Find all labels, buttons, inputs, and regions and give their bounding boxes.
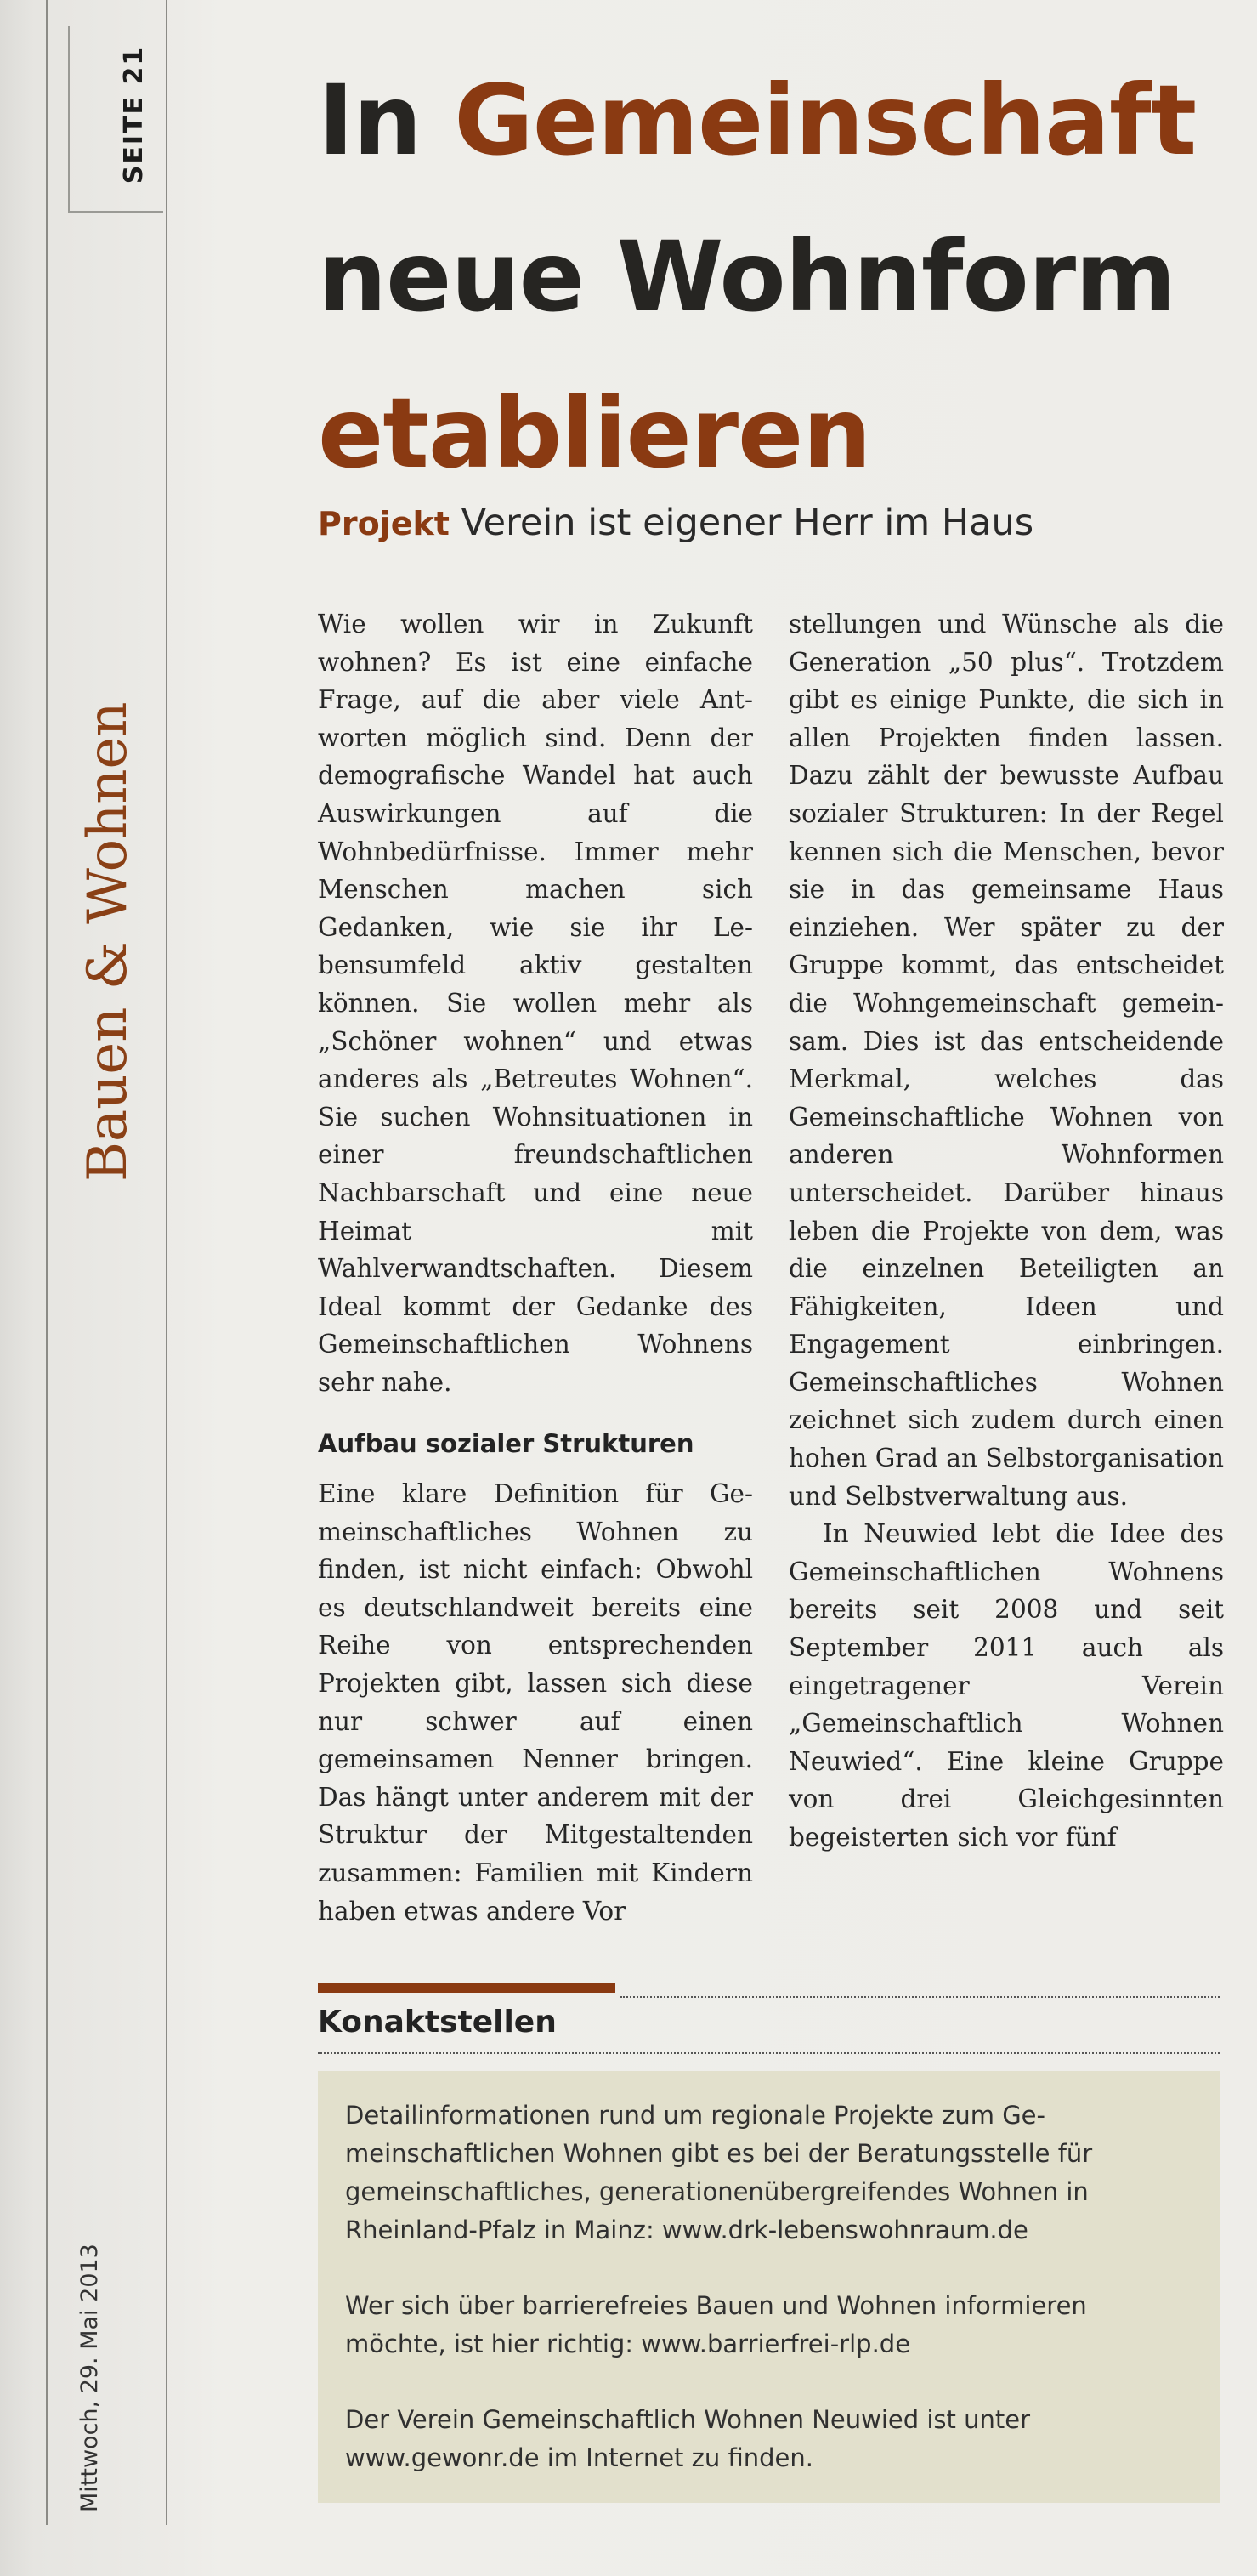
contact-paragraph: Wer sich über barrierefreies Bauen und Wohnen informieren möchte, ist hier richtig: www.barrierfrei-rlp.de (345, 2291, 1087, 2358)
headline-line-2: neue Wohnform (318, 220, 1175, 333)
contact-accent-bar (318, 1983, 615, 1993)
article-paragraph: Eine klare Definition für Gemeinschaftliches Wohnen zu finden, ist nicht einfach: Obwohl es deutschlandweit bereits eine Reihe von entsprechenden Projekten gibt, lassen sich diese nur schwer auf einen gemeinsamen Nenner bringen. Das hängt unter anderem mit der Struktur der Mitgestaltenden zusammen: Familien mit Kindern haben etwas andere Vor (318, 1479, 753, 1926)
contact-paragraph: Der Verein Gemeinschaftlich Wohnen Neuwied ist unter www.gewonr.de im Internet zu finden. (345, 2405, 1031, 2472)
contact-box (318, 2071, 1220, 2503)
issue-date: Mittwoch, 29. Mai 2013 (76, 2244, 103, 2512)
headline (318, 43, 1236, 512)
headline-line-3: etablieren (318, 377, 871, 490)
headline-word-gemeinschaft: Gemeinschaft (454, 64, 1197, 177)
margin-rule-right (166, 0, 167, 2525)
article-column-right (789, 605, 1224, 1857)
section-title: Bauen & Wohnen (76, 701, 139, 1182)
subtitle (318, 502, 1236, 544)
subtitle-text: Verein ist eigener Herr im Haus (461, 502, 1034, 544)
contact-divider-bottom (318, 2052, 1220, 2054)
article-paragraph: In Neuwied lebt die Idee des Gemeinschaftlichen Wohnens bereits seit 2008 und seit September 2011 auch als eingetragener Verein „Gemeinschaftlich Wohnen Neuwied“. Eine kleine Gruppe von drei Gleichgesinnten begeisterten sich vor fünf (789, 1519, 1224, 1852)
article-paragraph: stellungen und Wünsche als die Generation „50 plus“. Trotzdem gibt es einige Punkte, die sich in allen Projekten finden lassen. Dazu zählt der bewusste Aufbau sozialer Strukturen: In der Regel kennen sich die Menschen, bevor sie in das gemeinsame Haus einziehen. Wer später zu der Gruppe kommt, das entscheidet die Wohngemeinschaft gemeinsam. Dies ist das entscheidende Merkmal, welches das Gemeinschaftliche Wohnen von anderen Wohnformen unterscheidet. Darüber hinaus leben die Projekte von dem, was die einzelnen Beteiligten an Fähigkeiten, Ideen und Engagement einbringen. Gemeinschaftliches Wohnen zeichnet sich zudem durch einen hohen Grad an Selbstorganisation und Selbstverwaltung aus. (789, 610, 1224, 1511)
margin-rule-left (46, 0, 48, 2525)
page-number-frame (68, 26, 70, 211)
article-subheading: Aufbau sozialer Strukturen (318, 1429, 694, 1459)
article-column-left (318, 605, 753, 1930)
headline-word-in: In (318, 64, 455, 177)
article-paragraph: Wie wollen wir in Zukunft wohnen? Es ist eine einfache Frage, auf die aber viele Antworten möglich sind. Denn der demografische Wandel hat auch Auswirkungen auf die Wohnbedürfnisse. Immer mehr Menschen machen sich Gedanken, wie sie ihr Lebensumfeld aktiv gestalten können. Sie wollen mehr als „Schöner wohnen“ und etwas anderes als „Betreutes Wohnen“. Sie suchen Wohnsituationen in einer freundschaftlichen Nachbarschaft und eine neue Heimat mit Wahlverwandtschaften. Diesem Ideal kommt der Gedanke des Gemeinschaftlichen Wohnens sehr nahe. (318, 610, 753, 1397)
headline-line-1 (318, 43, 1236, 199)
contact-divider-top (620, 1996, 1220, 1998)
page-number: SEITE 21 (119, 45, 149, 184)
subtitle-kicker: Projekt (318, 505, 450, 542)
contact-paragraph: Detailinformationen rund um regionale Projekte zum Gemeinschaftlichen Wohnen gibt es bei der Beratungsstelle für gemeinschaftliches, generationenübergreifendes Wohnen in Rheinland-Pfalz in Mainz: www.drk-lebenswohnraum.de (345, 2101, 1093, 2244)
contact-heading: Konaktstellen (318, 2005, 557, 2040)
page-number-frame-bottom (68, 211, 163, 213)
